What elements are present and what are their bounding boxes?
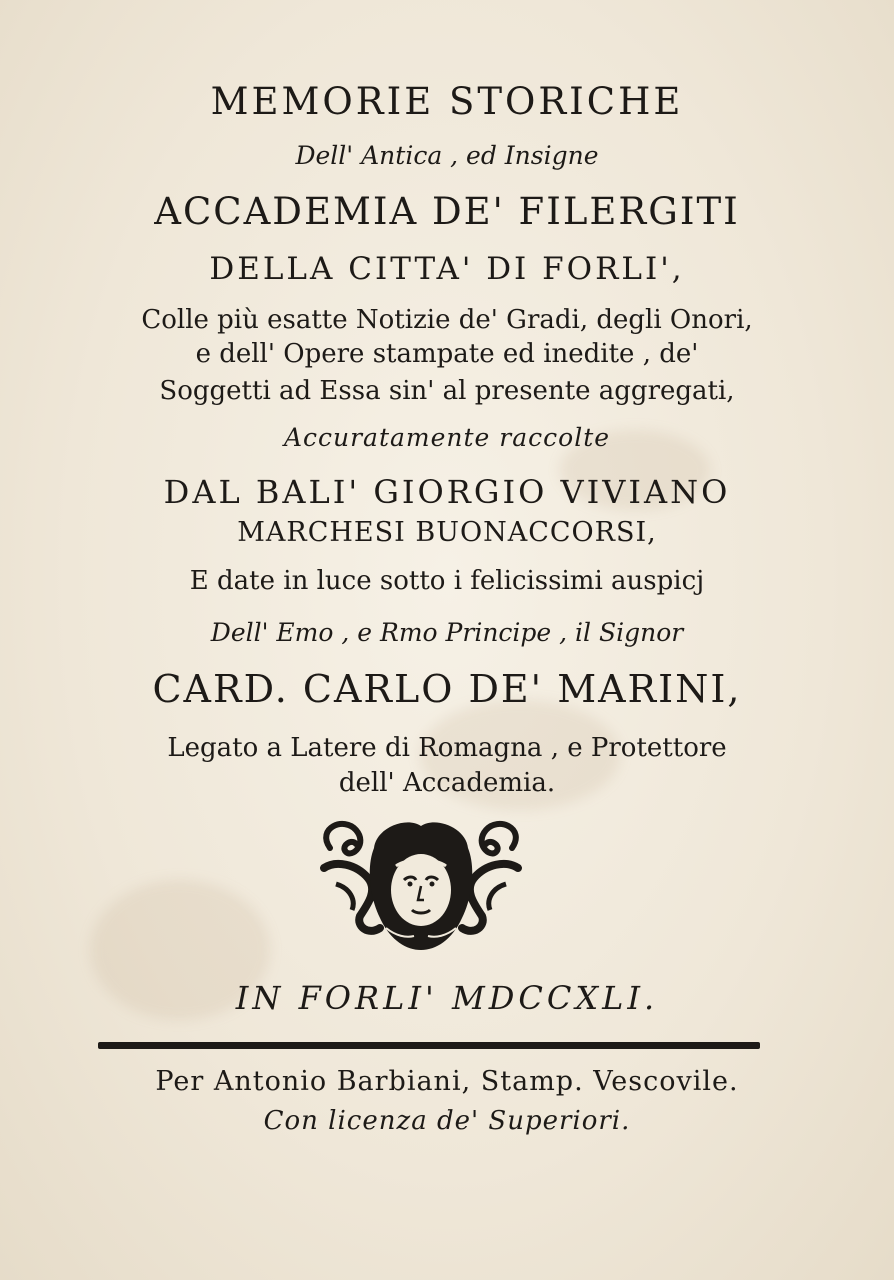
imprint-printer: Per Antonio Barbiani, Stamp. Vescovile. xyxy=(155,1066,739,1097)
accuratamente-raccolte: Accuratamente raccolte xyxy=(283,423,611,452)
horizontal-rule xyxy=(98,1042,760,1049)
title-citta-forli: DELLA CITTA' DI FORLI', xyxy=(209,251,685,287)
dedicatee-title-line-1: Legato a Latere di Romagna , e Protettore xyxy=(167,733,727,763)
title-accademia: ACCADEMIA DE' FILERGITI xyxy=(154,190,740,233)
woodcut-cherub-ornament-icon xyxy=(316,808,526,958)
author-line-2: MARCHESI BUONACCORSI, xyxy=(237,517,657,548)
dedication-line-1: E date in luce sotto i felicissimi auspicj xyxy=(189,566,705,596)
author-line-1: DAL BALI' GIORGIO VIVIANO xyxy=(163,473,731,511)
imprint-place-date: IN FORLI' MDCCXLI. xyxy=(235,979,659,1017)
description-line-3: Soggetti ad Essa sin' al presente aggregati, xyxy=(159,376,735,406)
description-line-1: Colle più esatte Notizie de' Gradi, degli Onori, xyxy=(141,305,753,335)
description-line-2: e dell' Opere stampate ed inedite , de' xyxy=(195,339,699,369)
dedicatee-name: CARD. CARLO DE' MARINI, xyxy=(152,667,742,711)
subtitle-antica-insigne: Dell' Antica , ed Insigne xyxy=(295,141,599,170)
imprint-license: Con licenza de' Superiori. xyxy=(263,1106,631,1136)
dedication-line-2: Dell' Emo , e Rmo Principe , il Signor xyxy=(210,618,684,647)
title-memorie-storiche: MEMORIE STORICHE xyxy=(210,80,684,123)
dedicatee-title-line-2: dell' Accademia. xyxy=(338,768,556,798)
